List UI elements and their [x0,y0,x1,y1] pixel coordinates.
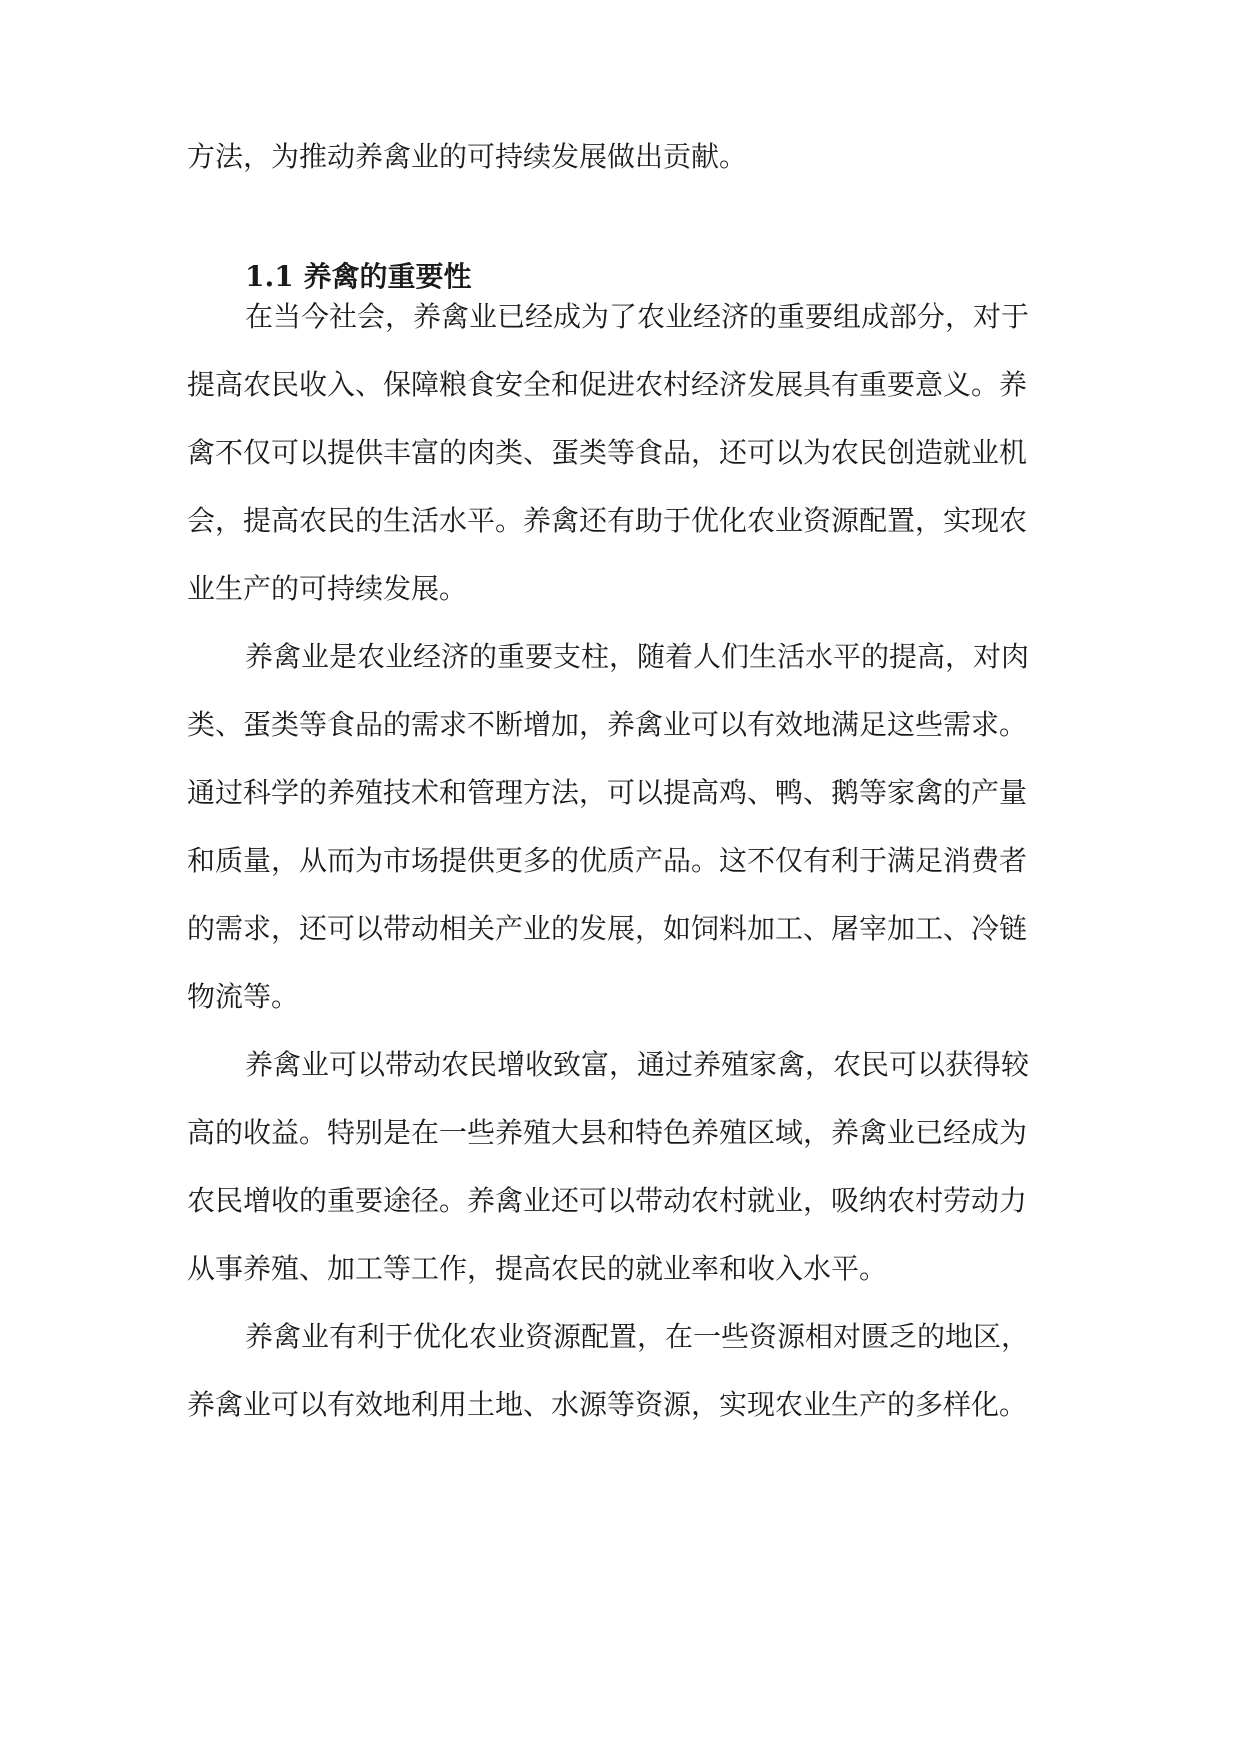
paragraph-line: 的需求，还可以带动相关产业的发展，如饲料加工、屠宰加工、冷链 [187,912,1028,945]
paragraph-line: 养禽业是农业经济的重要支柱，随着人们生活水平的提高，对肉 [245,640,1030,673]
paragraph-line: 在当今社会，养禽业已经成为了农业经济的重要组成部分，对于 [245,300,1030,333]
paragraph-line: 养禽业有利于优化农业资源配置，在一些资源相对匮乏的地区， [245,1320,1030,1353]
paragraph-line: 农民增收的重要途径。养禽业还可以带动农村就业，吸纳农村劳动力 [187,1184,1028,1217]
paragraph-line: 会，提高农民的生活水平。养禽还有助于优化农业资源配置，实现农 [187,504,1028,537]
paragraph-line: 养禽业可以带动农民增收致富，通过养殖家禽，农民可以获得较 [245,1048,1030,1081]
paragraph-line: 物流等。 [187,980,300,1013]
paragraph-line: 通过科学的养殖技术和管理方法，可以提高鸡、鸭、鹅等家禽的产量 [187,776,1028,809]
section-heading: 1.1 养禽的重要性 [245,260,472,293]
paragraph-line: 养禽业可以有效地利用土地、水源等资源，实现农业生产的多样化。 [187,1388,1028,1421]
paragraph-line: 和质量，从而为市场提供更多的优质产品。这不仅有利于满足消费者 [187,844,1028,877]
paragraph-line: 提高农民收入、保障粮食安全和促进农村经济发展具有重要意义。养 [187,368,1028,401]
paragraph-line: 禽不仅可以提供丰富的肉类、蛋类等食品，还可以为农民创造就业机 [187,436,1028,469]
paragraph-line: 业生产的可持续发展。 [187,572,468,605]
carryover-line: 方法，为推动养禽业的可持续发展做出贡献。 [187,140,748,173]
paragraph-line: 从事养殖、加工等工作，提高农民的就业率和收入水平。 [187,1252,888,1285]
paragraph-line: 类、蛋类等食品的需求不断增加，养禽业可以有效地满足这些需求。 [187,708,1028,741]
paragraph-line: 高的收益。特别是在一些养殖大县和特色养殖区域，养禽业已经成为 [187,1116,1028,1149]
